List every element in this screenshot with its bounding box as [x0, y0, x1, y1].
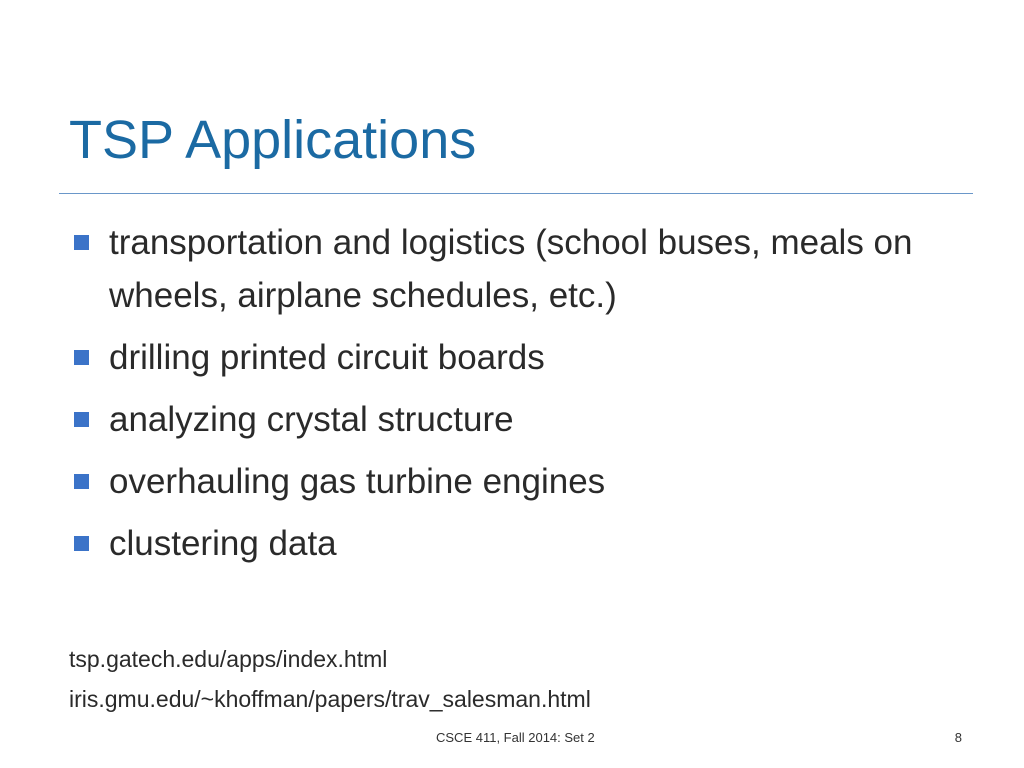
- bullet-item: [72, 331, 972, 384]
- bullet-text: analyzing crystal structure: [109, 400, 514, 439]
- square-bullet-icon: [74, 536, 89, 551]
- reference-link[interactable]: iris.gmu.edu/~khoffman/papers/trav_salesman.html: [69, 686, 591, 712]
- square-bullet-icon: [74, 235, 89, 250]
- square-bullet-icon: [74, 350, 89, 365]
- bullet-text: transportation and logistics (school buses, meals on wheels, airplane schedules, etc.): [109, 223, 913, 315]
- bullet-item: [72, 216, 972, 322]
- title-divider: [59, 193, 973, 194]
- bullet-text: overhauling gas turbine engines: [109, 462, 606, 501]
- square-bullet-icon: [74, 474, 89, 489]
- bullet-text: drilling printed circuit boards: [109, 338, 545, 377]
- square-bullet-icon: [74, 412, 89, 427]
- bullet-item: [72, 455, 972, 508]
- page-number: 8: [954, 730, 962, 745]
- slide-title: TSP Applications: [69, 110, 477, 170]
- bullet-item: [72, 393, 972, 446]
- bullet-text: clustering data: [109, 524, 337, 563]
- bullet-item: [72, 517, 972, 570]
- bullet-list: [72, 216, 972, 579]
- slide-footer: CSCE 411, Fall 2014: Set 2: [436, 730, 595, 745]
- reference-link[interactable]: tsp.gatech.edu/apps/index.html: [69, 646, 388, 672]
